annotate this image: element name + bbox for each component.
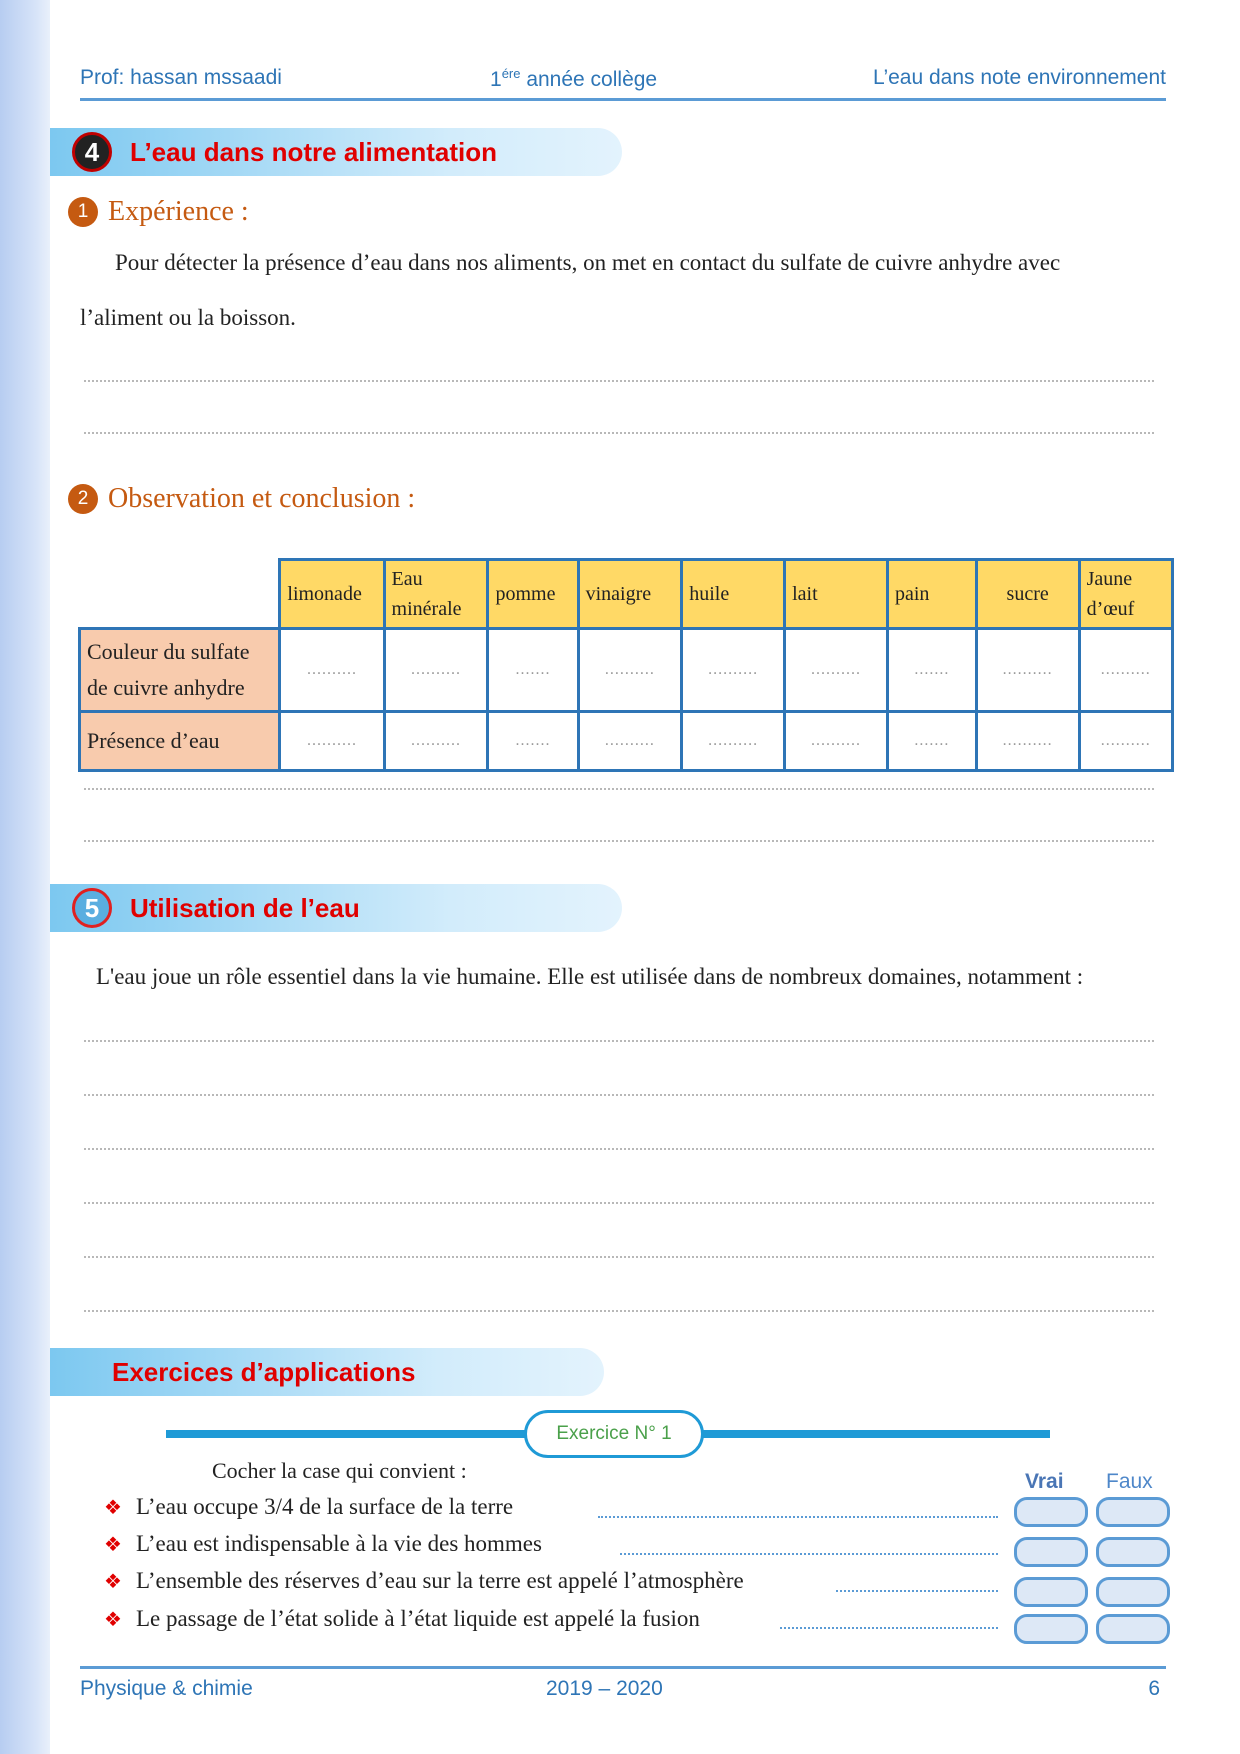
subsection-1-title: Expérience : bbox=[108, 196, 249, 227]
column-true-label: Vrai bbox=[1025, 1470, 1064, 1493]
header-topic: L’eau dans note environnement bbox=[872, 66, 1166, 89]
table-cell: .......... bbox=[682, 712, 785, 771]
answer-line bbox=[84, 1202, 1154, 1204]
false-checkbox[interactable] bbox=[1096, 1577, 1170, 1607]
table-cell: .......... bbox=[578, 712, 682, 771]
statement-item bbox=[104, 1531, 542, 1557]
header-level: $1^{ére}$ année collège bbox=[490, 66, 658, 91]
answer-line bbox=[84, 432, 1154, 434]
statement-item bbox=[104, 1606, 700, 1632]
subsection-experience bbox=[68, 196, 249, 228]
table-cell: ....... bbox=[887, 712, 976, 771]
column-false-label: Faux bbox=[1106, 1470, 1153, 1493]
table-cell: .......... bbox=[280, 712, 384, 771]
table-cell: .......... bbox=[578, 629, 682, 712]
answer-line bbox=[84, 1040, 1154, 1042]
table-cell: .......... bbox=[1079, 629, 1172, 712]
answer-line bbox=[84, 1256, 1154, 1258]
usage-intro: L'eau joue un rôle essentiel dans la vie humaine. Elle est utilisée dans de nombreux domaines, notamment : bbox=[96, 964, 1084, 989]
table-column-header: Jaune d’œuf bbox=[1079, 560, 1172, 629]
subsection-1-number: 1 bbox=[68, 197, 98, 227]
subsection-2-title: Observation et conclusion : bbox=[108, 483, 416, 514]
exercises-banner bbox=[50, 1348, 604, 1396]
leader-line bbox=[780, 1627, 998, 1629]
table-cell: .......... bbox=[976, 629, 1079, 712]
subsection-2-number: 2 bbox=[68, 484, 98, 514]
table-cell: .......... bbox=[682, 629, 785, 712]
table-header-row bbox=[80, 560, 1173, 629]
table-corner bbox=[80, 560, 280, 629]
table-cell: .......... bbox=[976, 712, 1079, 771]
bullet-icon: ❖ bbox=[104, 1532, 122, 1556]
true-checkbox[interactable] bbox=[1014, 1614, 1088, 1644]
leader-line bbox=[620, 1553, 998, 1555]
section-4-title: L’eau dans notre alimentation bbox=[130, 137, 497, 167]
section-5-title: Utilisation de l’eau bbox=[130, 893, 360, 923]
page-header bbox=[80, 60, 1166, 101]
table-cell: ....... bbox=[488, 629, 578, 712]
table-cell: .......... bbox=[280, 629, 384, 712]
bullet-icon: ❖ bbox=[104, 1607, 122, 1631]
experience-text-line1: Pour détecter la présence d’eau dans nos aliments, on met en contact du sulfate de cuivre anhydre avec bbox=[115, 250, 1061, 275]
section-5-banner bbox=[50, 884, 622, 932]
statement-text: L’eau est indispensable à la vie des hommes bbox=[135, 1531, 542, 1556]
table-column-header: limonade bbox=[280, 560, 384, 629]
statement-item bbox=[104, 1568, 744, 1594]
false-checkbox[interactable] bbox=[1096, 1614, 1170, 1644]
table-cell: .......... bbox=[1079, 712, 1172, 771]
footer-subject: Physique & chimie bbox=[80, 1677, 253, 1700]
experience-text-line2: l’aliment ou la boisson. bbox=[80, 305, 296, 330]
observation-table bbox=[78, 558, 1174, 772]
section-4-banner bbox=[50, 128, 622, 176]
table-row-label: Présence d’eau bbox=[80, 712, 280, 771]
table-column-header: vinaigre bbox=[578, 560, 682, 629]
statement-text: Le passage de l’état solide à l’état liquide est appelé la fusion bbox=[135, 1606, 700, 1631]
table-column-header: pomme bbox=[488, 560, 578, 629]
table-row-label: Couleur du sulfate de cuivre anhydre bbox=[80, 629, 280, 712]
answer-line bbox=[84, 1094, 1154, 1096]
statement-item bbox=[104, 1494, 513, 1520]
header-prof: Prof: hassan mssaadi bbox=[80, 66, 282, 89]
answer-line bbox=[84, 840, 1154, 842]
leader-line bbox=[836, 1590, 998, 1592]
table-cell: .......... bbox=[785, 629, 888, 712]
exercise-instruction: Cocher la case qui convient : bbox=[212, 1458, 467, 1483]
leader-line bbox=[598, 1516, 998, 1518]
section-4-number: 4 bbox=[72, 132, 112, 172]
false-checkbox[interactable] bbox=[1096, 1497, 1170, 1527]
exercises-title: Exercices d’applications bbox=[112, 1357, 416, 1387]
bullet-icon: ❖ bbox=[104, 1495, 122, 1519]
table-column-header: sucre bbox=[976, 560, 1079, 629]
answer-line bbox=[84, 1148, 1154, 1150]
false-checkbox[interactable] bbox=[1096, 1537, 1170, 1567]
table-row bbox=[80, 712, 1173, 771]
table-column-header: pain bbox=[887, 560, 976, 629]
table-column-header: Eau minérale bbox=[384, 560, 488, 629]
statement-text: L’eau occupe 3/4 de la surface de la terre bbox=[135, 1494, 514, 1519]
page-footer bbox=[80, 1666, 1166, 1709]
page-number: 6 bbox=[1148, 1677, 1160, 1700]
exercise-label: Exercice N° 1 bbox=[524, 1410, 704, 1458]
statement-text: L’ensemble des réserves d’eau sur la terre est appelé l’atmosphère bbox=[135, 1568, 744, 1593]
answer-line bbox=[84, 380, 1154, 382]
table-column-header: huile bbox=[682, 560, 785, 629]
table-cell: ....... bbox=[887, 629, 976, 712]
table-cell: .......... bbox=[785, 712, 888, 771]
table-row bbox=[80, 629, 1173, 712]
footer-year: 2019 – 2020 bbox=[546, 1677, 663, 1700]
section-5-number: 5 bbox=[72, 888, 112, 928]
true-checkbox[interactable] bbox=[1014, 1577, 1088, 1607]
table-cell: .......... bbox=[384, 629, 488, 712]
table-column-header: lait bbox=[785, 560, 888, 629]
true-checkbox[interactable] bbox=[1014, 1537, 1088, 1567]
table-cell: ....... bbox=[488, 712, 578, 771]
answer-line bbox=[84, 788, 1154, 790]
bullet-icon: ❖ bbox=[104, 1569, 122, 1593]
subsection-observation bbox=[68, 483, 415, 515]
page-sidebar-strip bbox=[0, 0, 50, 1754]
true-checkbox[interactable] bbox=[1014, 1497, 1088, 1527]
table-cell: .......... bbox=[384, 712, 488, 771]
answer-line bbox=[84, 1310, 1154, 1312]
